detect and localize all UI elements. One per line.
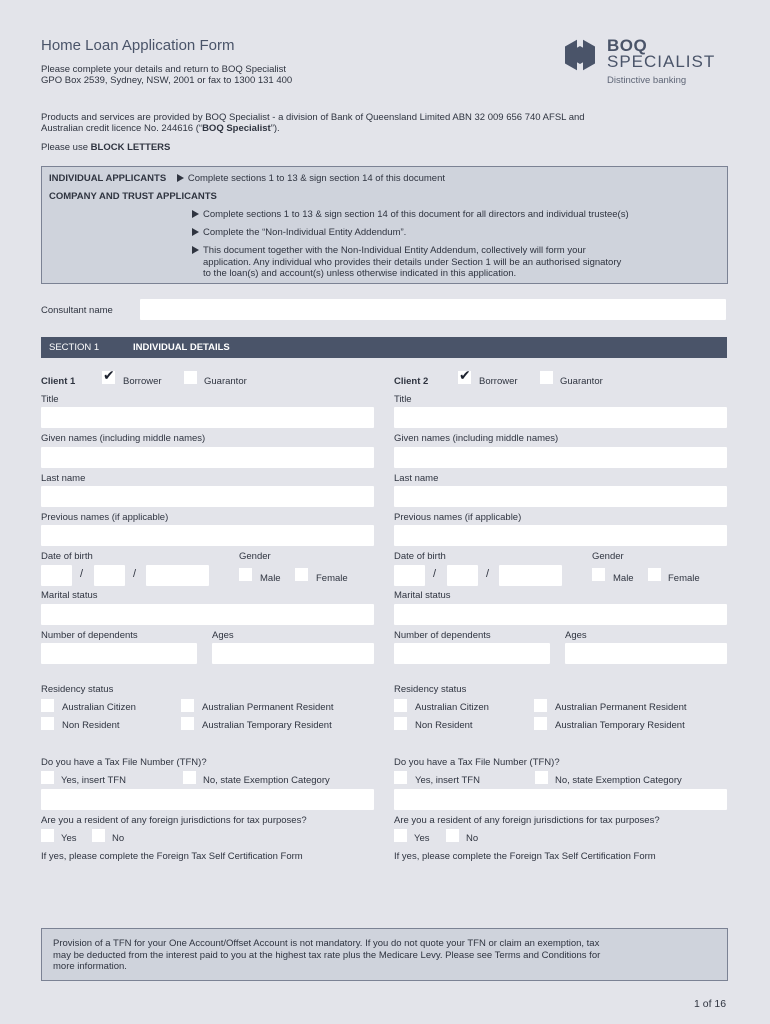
- client-1-ages-field[interactable]: [212, 643, 374, 664]
- logo-tagline: Distinctive banking: [607, 75, 687, 86]
- client-1-previous-names-label: Previous names (if applicable): [41, 512, 169, 523]
- client-1-title-label: Title: [41, 394, 59, 405]
- client-2-dob-separator: /: [433, 568, 437, 580]
- client-1-borrower-label: Borrower: [123, 376, 162, 387]
- arrow-icon: [177, 174, 184, 182]
- disclaimer-line-2: Australian credit licence No. 244616 (“BOQ Specialist”).: [41, 123, 280, 134]
- client-2-title-label: Title: [394, 394, 412, 405]
- client-1-tfn-no-label: No, state Exemption Category: [203, 775, 330, 786]
- client-1-guarantor-checkbox[interactable]: [184, 371, 197, 384]
- client-1-tfn-field[interactable]: [41, 789, 374, 810]
- intro-line-2: GPO Box 2539, Sydney, NSW, 2001 or fax to 1300 131 400: [41, 75, 293, 86]
- company-instruction-3: This document together with the Non-Individual Entity Addendum, collectively will form your: [192, 245, 586, 256]
- client-2-non-resident-label: Non Resident: [415, 720, 473, 731]
- client-2-guarantor-checkbox[interactable]: [540, 371, 553, 384]
- client-2-foreign-yes-checkbox[interactable]: [394, 829, 407, 842]
- client-1-male-checkbox[interactable]: [239, 568, 252, 581]
- client-1-permanent-label: Australian Permanent Resident: [202, 702, 334, 713]
- block-letters-note: Please use BLOCK LETTERS: [41, 142, 171, 153]
- tfn-notice-line-3: more information.: [53, 961, 127, 972]
- client-2-foreign-note: If yes, please complete the Foreign Tax Self Certification Form: [394, 851, 656, 862]
- client-1-foreign-no-label: No: [112, 833, 125, 844]
- consultant-name-field[interactable]: [140, 299, 726, 320]
- client-1-tfn-yes-checkbox[interactable]: [41, 771, 54, 784]
- client-2-citizen-checkbox[interactable]: [394, 699, 407, 712]
- client-1-last-name-field[interactable]: [41, 486, 374, 507]
- client-2-tfn-question: Do you have a Tax File Number (TFN)?: [394, 757, 560, 768]
- arrow-icon: [192, 228, 199, 236]
- client-1-guarantor-label: Guarantor: [204, 376, 247, 387]
- client-1-heading: Client 1: [41, 376, 76, 387]
- client-2-given-names-label: Given names (including middle names): [394, 433, 559, 444]
- client-2-residency-label: Residency status: [394, 684, 467, 695]
- client-1-foreign-yes-label: Yes: [61, 833, 77, 844]
- client-2-tfn-no-label: No, state Exemption Category: [555, 775, 682, 786]
- tfn-notice-line-2: may be deducted from the interest paid to you at the highest tax rate plus the Medicare Levy. Please see Terms and Conditions for: [53, 950, 601, 961]
- client-2-dob-label: Date of birth: [394, 551, 446, 562]
- company-instruction-2: Complete the “Non-Individual Entity Addendum”.: [192, 227, 406, 238]
- client-1-marital-field[interactable]: [41, 604, 374, 625]
- company-instruction-1: Complete sections 1 to 13 & sign section 14 of this document for all directors and individual trustee(s): [192, 209, 629, 220]
- company-instruction-3-line-2: application. Any individual who provides their details under Section 1 will be an authorised signatory: [203, 257, 622, 268]
- client-1-gender-label: Gender: [239, 551, 271, 562]
- client-2-dob-month-field[interactable]: [447, 565, 478, 586]
- disclaimer-line-1: Products and services are provided by BOQ Specialist - a division of Bank of Queensland Limited ABN 32 009 656 740 AFSL and: [41, 112, 585, 123]
- client-2-foreign-no-label: No: [466, 833, 479, 844]
- tfn-notice-line-1: Provision of a TFN for your One Account/Offset Account is not mandatory. If you do not quote your TFN or claim an exemption, tax: [53, 938, 600, 949]
- client-2-tfn-field[interactable]: [394, 789, 727, 810]
- consultant-label: Consultant name: [41, 305, 113, 316]
- client-2-ages-field[interactable]: [565, 643, 727, 664]
- client-1-borrower-checkbox[interactable]: [102, 371, 115, 384]
- client-1-given-names-field[interactable]: [41, 447, 374, 468]
- client-1-foreign-note: If yes, please complete the Foreign Tax Self Certification Form: [41, 851, 303, 862]
- client-1-dob-year-field[interactable]: [146, 565, 209, 586]
- client-2-heading: Client 2: [394, 376, 429, 387]
- client-2-non-resident-checkbox[interactable]: [394, 717, 407, 730]
- client-2-temporary-label: Australian Temporary Resident: [555, 720, 685, 731]
- client-1-temporary-label: Australian Temporary Resident: [202, 720, 332, 731]
- intro-line-1: Please complete your details and return to BOQ Specialist: [41, 64, 287, 75]
- section-title: INDIVIDUAL DETAILS: [133, 342, 230, 353]
- client-2-tfn-yes-label: Yes, insert TFN: [415, 775, 480, 786]
- section-number: SECTION 1: [49, 342, 100, 353]
- client-2-title-field[interactable]: [394, 407, 727, 428]
- client-2-female-checkbox[interactable]: [648, 568, 661, 581]
- client-2-dob-separator: /: [486, 568, 490, 580]
- client-1-dob-separator: /: [80, 568, 84, 580]
- client-1-previous-names-field[interactable]: [41, 525, 374, 546]
- client-2-marital-field[interactable]: [394, 604, 727, 625]
- page-title: Home Loan Application Form: [41, 37, 235, 54]
- client-2-last-name-label: Last name: [394, 473, 439, 484]
- client-1-ages-label: Ages: [212, 630, 234, 641]
- client-1-female-label: Female: [316, 573, 348, 584]
- client-2-last-name-field[interactable]: [394, 486, 727, 507]
- client-2-foreign-no-checkbox[interactable]: [446, 829, 459, 842]
- client-1-foreign-no-checkbox[interactable]: [92, 829, 105, 842]
- client-1-dob-label: Date of birth: [41, 551, 93, 562]
- client-1-tfn-no-checkbox[interactable]: [183, 771, 196, 784]
- client-2-dependents-field[interactable]: [394, 643, 550, 664]
- arrow-icon: [192, 246, 199, 254]
- client-1-foreign-question: Are you a resident of any foreign jurisdictions for tax purposes?: [41, 815, 307, 826]
- client-2-tfn-no-checkbox[interactable]: [535, 771, 548, 784]
- client-1-dependents-label: Number of dependents: [41, 630, 138, 641]
- client-1-dob-separator: /: [133, 568, 137, 580]
- client-1-dob-month-field[interactable]: [94, 565, 125, 586]
- client-2-temporary-checkbox[interactable]: [534, 717, 547, 730]
- client-1-marital-label: Marital status: [41, 590, 98, 601]
- client-2-female-label: Female: [668, 573, 700, 584]
- client-2-tfn-yes-checkbox[interactable]: [394, 771, 407, 784]
- client-2-male-checkbox[interactable]: [592, 568, 605, 581]
- client-2-borrower-checkbox[interactable]: [458, 371, 471, 384]
- client-2-dob-year-field[interactable]: [499, 565, 562, 586]
- client-1-permanent-checkbox[interactable]: [181, 699, 194, 712]
- company-instruction-3-line-3: to the loan(s) and account(s) unless otherwise indicated in this application.: [203, 268, 517, 279]
- client-2-dob-day-field[interactable]: [394, 565, 425, 586]
- client-2-previous-names-label: Previous names (if applicable): [394, 512, 522, 523]
- arrow-icon: [192, 210, 199, 218]
- client-1-temporary-checkbox[interactable]: [181, 717, 194, 730]
- client-1-foreign-yes-checkbox[interactable]: [41, 829, 54, 842]
- client-1-citizen-label: Australian Citizen: [62, 702, 136, 713]
- client-1-tfn-yes-label: Yes, insert TFN: [61, 775, 126, 786]
- client-1-given-names-label: Given names (including middle names): [41, 433, 206, 444]
- individual-applicants-row: INDIVIDUAL APPLICANTS Complete sections 1 to 13 & sign section 14 of this document: [49, 173, 446, 184]
- client-2-dependents-label: Number of dependents: [394, 630, 491, 641]
- logo-text-boq: BOQ: [607, 36, 648, 55]
- client-2-borrower-label: Borrower: [479, 376, 518, 387]
- client-2-permanent-label: Australian Permanent Resident: [555, 702, 687, 713]
- client-2-permanent-checkbox[interactable]: [534, 699, 547, 712]
- client-1-non-resident-checkbox[interactable]: [41, 717, 54, 730]
- client-1-dependents-field[interactable]: [41, 643, 197, 664]
- client-2-foreign-question: Are you a resident of any foreign jurisdictions for tax purposes?: [394, 815, 660, 826]
- client-2-marital-label: Marital status: [394, 590, 451, 601]
- logo-text-specialist: SPECIALIST: [607, 52, 716, 71]
- hexagon-logo-icon: [562, 37, 598, 73]
- client-1-male-label: Male: [260, 573, 281, 584]
- client-1-dob-day-field[interactable]: [41, 565, 72, 586]
- client-1-tfn-question: Do you have a Tax File Number (TFN)?: [41, 757, 207, 768]
- client-2-previous-names-field[interactable]: [394, 525, 727, 546]
- client-2-guarantor-label: Guarantor: [560, 376, 603, 387]
- client-2-male-label: Male: [613, 573, 634, 584]
- client-2-ages-label: Ages: [565, 630, 587, 641]
- page-number: 1 of 16: [694, 998, 727, 1010]
- client-2-gender-label: Gender: [592, 551, 624, 562]
- client-1-title-field[interactable]: [41, 407, 374, 428]
- client-2-foreign-yes-label: Yes: [414, 833, 430, 844]
- client-2-given-names-field[interactable]: [394, 447, 727, 468]
- client-1-residency-label: Residency status: [41, 684, 114, 695]
- boq-logo: [560, 36, 735, 92]
- client-1-citizen-checkbox[interactable]: [41, 699, 54, 712]
- client-2-citizen-label: Australian Citizen: [415, 702, 489, 713]
- company-trust-heading: COMPANY AND TRUST APPLICANTS: [49, 191, 217, 202]
- client-1-last-name-label: Last name: [41, 473, 86, 484]
- client-1-non-resident-label: Non Resident: [62, 720, 120, 731]
- client-1-female-checkbox[interactable]: [295, 568, 308, 581]
